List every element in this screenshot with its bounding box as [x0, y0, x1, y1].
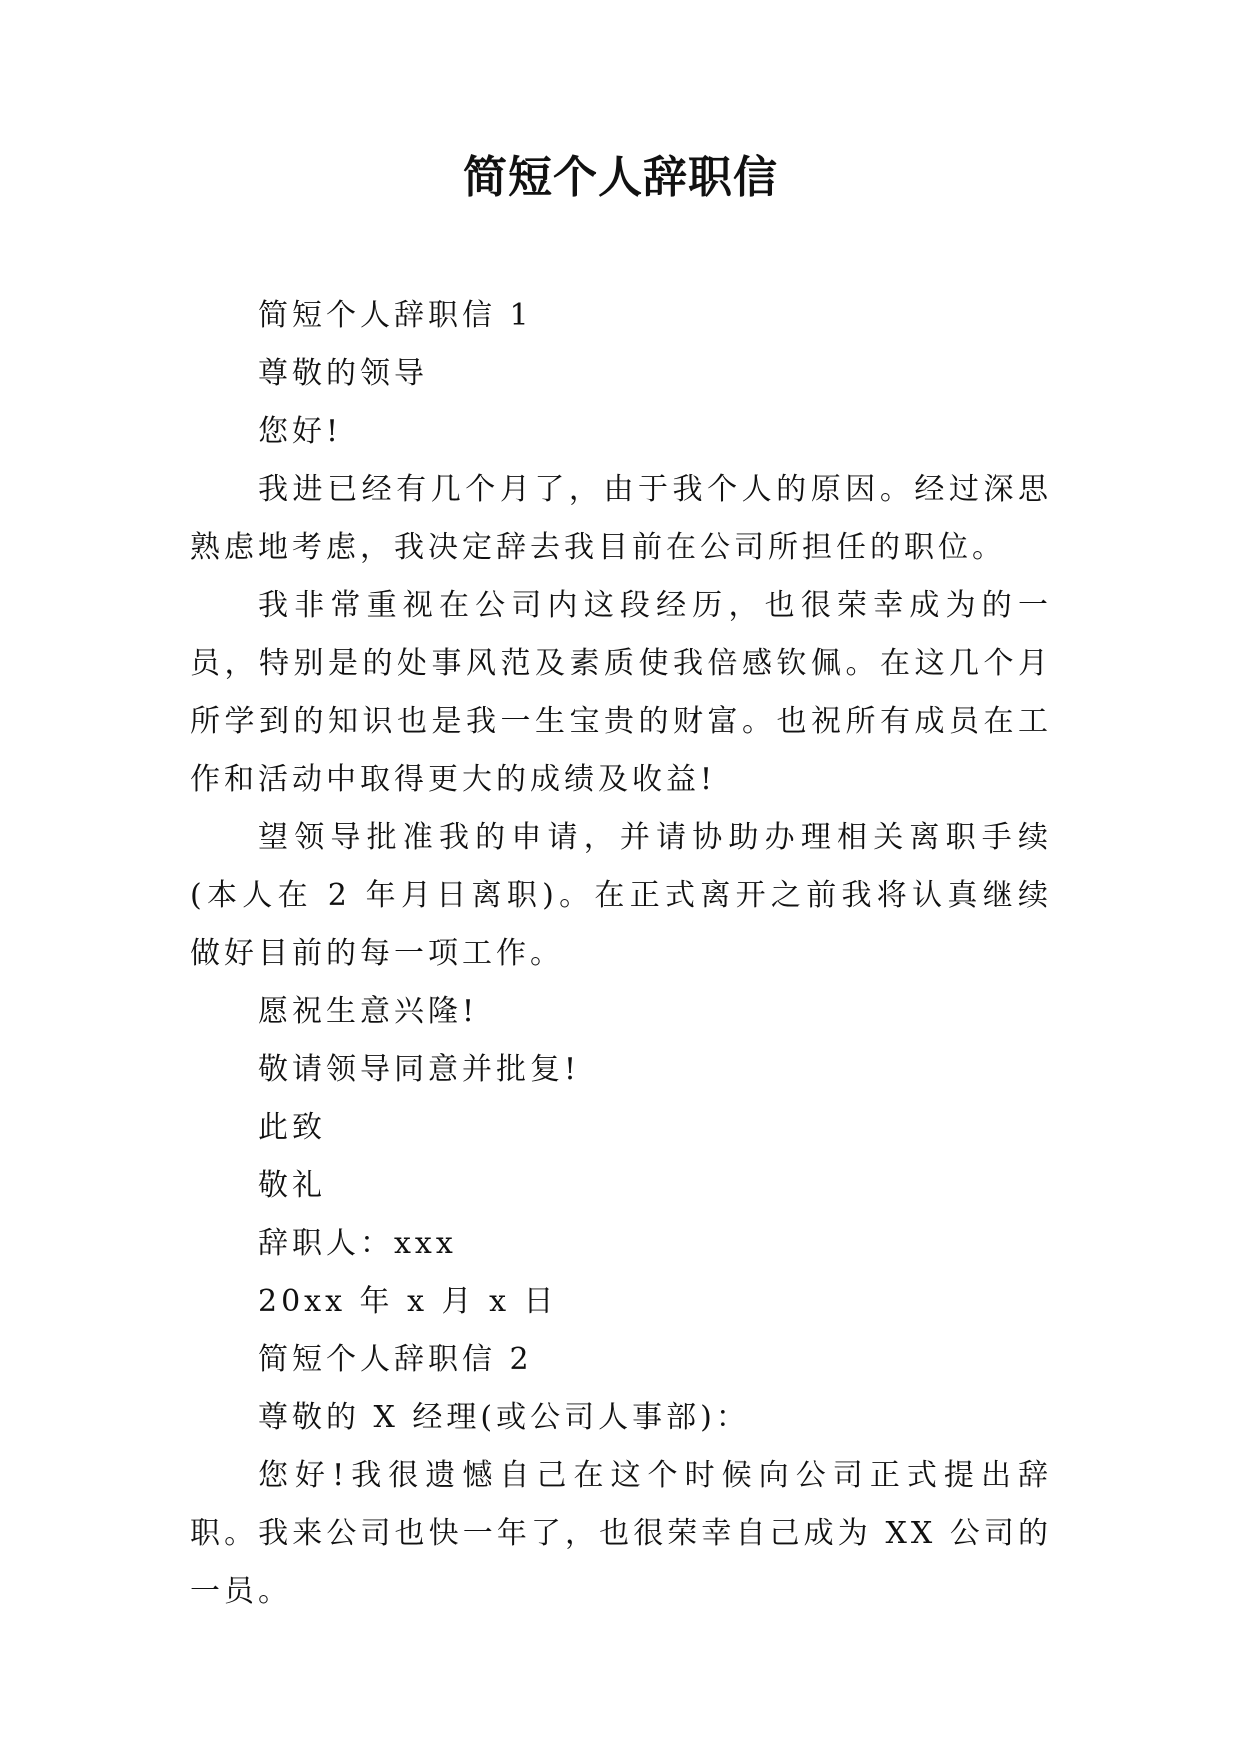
date-line: 20xx 年 x 月 x 日	[258, 1284, 558, 1319]
document-title: 简短个人辞职信	[463, 152, 778, 203]
document-body	[190, 287, 1052, 1621]
request-line: 敬请领导同意并批复!	[258, 1052, 581, 1087]
section-heading-2: 简短个人辞职信 2	[258, 1342, 533, 1377]
salutation: 尊敬的领导	[258, 356, 428, 391]
closing-regards: 敬礼	[258, 1168, 326, 1203]
signature-line: 辞职人：xxx	[258, 1226, 457, 1261]
body-paragraph: 您好!我很遗憾自己在这个时候向公司正式提出辞职。我来公司也快一年了，也很荣幸自己成为 XX 公司的一员。	[190, 1458, 1052, 1609]
salutation: 尊敬的 X 经理(或公司人事部)：	[258, 1400, 750, 1435]
closing-line: 此致	[258, 1110, 326, 1145]
wish-line: 愿祝生意兴隆!	[258, 994, 479, 1029]
body-paragraph: 我进已经有几个月了，由于我个人的原因。经过深思熟虑地考虑，我决定辞去我目前在公司所担任的职位。	[190, 472, 1052, 565]
greeting: 您好!	[258, 414, 343, 449]
section-heading-1: 简短个人辞职信 1	[258, 298, 533, 333]
body-paragraph: 我非常重视在公司内这段经历，也很荣幸成为的一员，特别是的处事风范及素质使我倍感钦佩。在这几个月所学到的知识也是我一生宝贵的财富。也祝所有成员在工作和活动中取得更大的成绩及收益!	[190, 588, 1052, 797]
body-paragraph: 望领导批准我的申请，并请协助办理相关离职手续(本人在 2 年月日离职)。在正式离开之前我将认真继续做好目前的每一项工作。	[190, 820, 1052, 971]
